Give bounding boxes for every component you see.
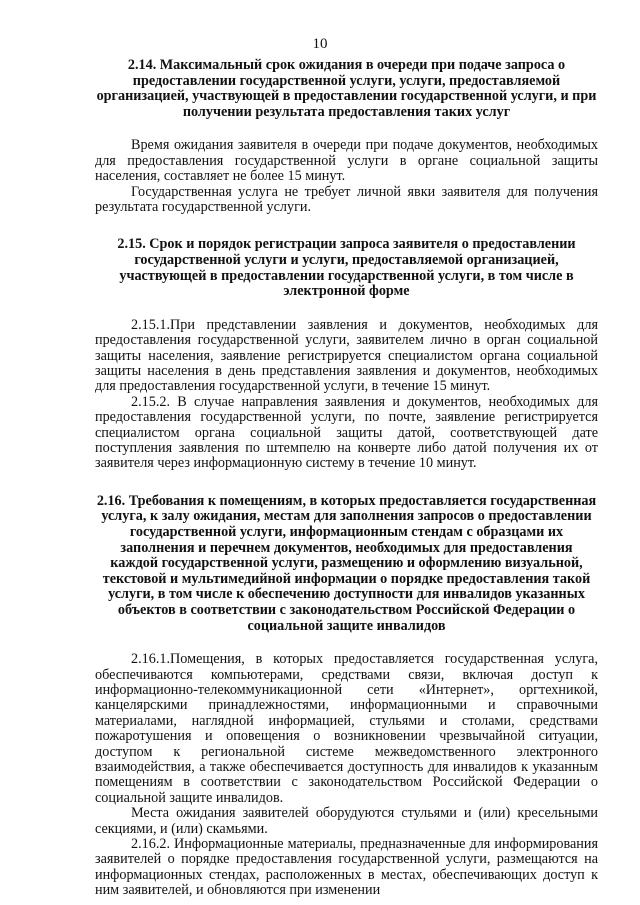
paragraph: Время ожидания заявителя в очереди при подаче документов, необходимых для предоставления государственной услуги в органе социальной защиты населения, составляет не более 15 минут. xyxy=(95,137,598,185)
section-2-14 xyxy=(95,58,598,215)
section-heading: 2.15. Срок и порядок регистрации запроса заявителя о предоставлении государственной услуги и услуги, предоставляемой организацией, участвующей в предоставлении государственной услуги, в том числе в электронной форме xyxy=(117,236,576,300)
paragraph: Места ожидания заявителей оборудуются стульями и (или) кресельными секциями, и (или) скамьями. xyxy=(95,805,598,837)
paragraph: Государственная услуга не требует личной явки заявителя для получения результата государственной услуги. xyxy=(95,183,598,215)
section-heading: 2.14. Максимальный срок ожидания в очереди при подаче запроса о предоставлении государственной услуги, услуги, предоставляемой организацией, участвующей в предоставлении государственной услуги, и при получении результата предоставления таких услуг xyxy=(96,57,597,120)
page-number: 10 xyxy=(312,36,328,52)
section-2-16 xyxy=(95,494,598,899)
section-heading: 2.16. Требования к помещениям, в которых предоставляется государственная услуга, к залу ожидания, местам для заполнения запросов о предоставлении государственной услуги, информационным стендам с образцами их заполнения и перечнем документов, необходимых для предоставления каждой государственной услуги, размещению и оформлению визуальной, текстовой и мультимедийной информации о порядке предоставления такой услуги, в том числе к обеспечению доступности для инвалидов указанных объектов в соответствии с законодательством Российской Федерации о социальной защите инвалидов xyxy=(96,492,597,634)
paragraph: 2.15.1.При представлении заявления и документов, необходимых для предоставления государственной услуги, заявителем лично в орган социальной защиты населения, заявление регистрируется специалистом органа социальной защиты населения в день представления заявления и документов, необходимых для предоставления государственной услуги, в течение 15 минут. xyxy=(95,316,598,395)
paragraph: 2.15.2. В случае направления заявления и документов, необходимых для предоставления государственной услуги, по почте, заявление регистрируется специалистом органа социальной защиты датой, соответствующей дате поступления заявления по штемпелю на конверте либо датой получения их от заявителя через информационную систему в течение 10 минут. xyxy=(95,393,598,472)
section-2-15 xyxy=(95,237,598,471)
document-body xyxy=(95,58,598,899)
paragraph: 2.16.2. Информационные материалы, предназначенные для информирования заявителей о порядке предоставления государственной услуги, размещаются на информационных стендах, расположенных в местах, обеспечивающих доступ к ним заявителей, и обновляются при изменении xyxy=(95,836,598,899)
paragraph: 2.16.1.Помещения, в которых предоставляется государственная услуга, обеспечиваются компьютерами, средствами связи, включая доступ к информационно-телекоммуникационной сети «Интернет», оргтехникой, канцелярскими принадлежностями, информационными и справочными материалами, наглядной информацией, стульями и столами, средствами пожаротушения и оповещения о возникновении чрезвычайной ситуации, доступом к региональной системе межведомственного электронного взаимодействия, а также обеспечивается доступность для инвалидов к указанным помещениям в соответствии с законодательством Российской Федерации о социальной защите инвалидов. xyxy=(95,651,598,806)
